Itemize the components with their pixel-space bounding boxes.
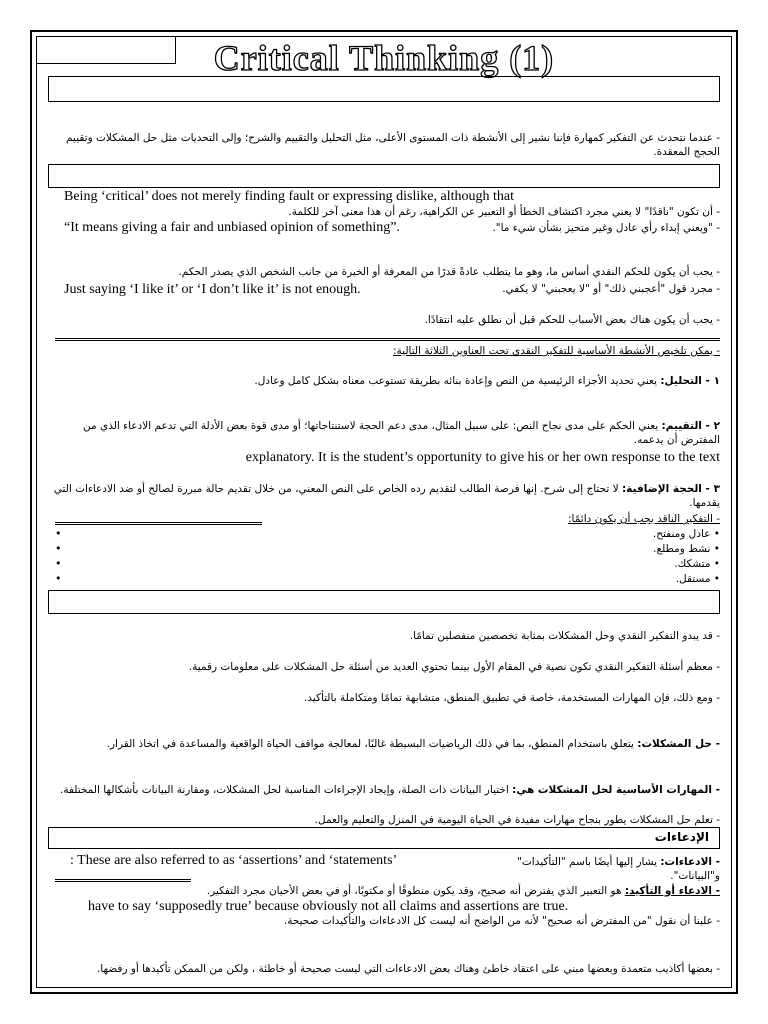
section-heading-claims (48, 827, 720, 849)
english-line-supposedly-true: have to say ‘supposedly true’ because obviously not all claims and assertions are true. (88, 899, 569, 914)
claims-text: يشار إليها أيضًا باسم "التأكيدات" و"البيانات". (517, 856, 720, 882)
double-rule (55, 338, 720, 341)
claim-assertion-text: هو التعبير الذي يفترض أنه صحيح، وقد يكون منطوقًا أو مكتوبًا، أو في بعض الأحيان مجرد التفكير. (206, 885, 625, 897)
arabic-line-reasons: - يجب أن يكون هناك بعض الأسباب للحكم قبل أن نطلق عليه انتقادًا. (424, 314, 720, 326)
item-evaluation (48, 419, 720, 447)
english-line-assertions: : These are also referred to as ‘assertions’ and ‘statements’ (70, 853, 398, 868)
core-skills-text: اختيار البيانات ذات الصلة، وإيجاد الإجراءات المناسبة لحل المشكلات، ومقارنة البيانات بأشكالها المختلفة. (59, 784, 513, 796)
section-heading-text: الإدعاءات (654, 830, 709, 844)
arabic-line-supposedly-true: - علينا أن نقول "من المفترض أنه صحيح" لأنه من الواضح أنه ليست كل الادعاءات والتأكيدات صحيحة. (283, 915, 720, 927)
trait-4: • مستقل. (675, 573, 720, 585)
short-double-rule (55, 522, 262, 525)
claims-definition (480, 855, 720, 883)
core-skills-label: - المهارات الأساسية لحل المشكلات هي: (512, 784, 720, 796)
arabic-line-critical: - أن تكون "ناقدًا" لا يعني مجرد اكتشاف الخطأ أو التعبير عن الكراهية، رغم أن هذا معنى آخر للكلمة. (288, 206, 720, 218)
item-evaluation-text: يعني الحكم على مدى نجاح النص: على سبيل المثال، مدى دعم الحجة لاستنتاجاتها؛ أو مدى قوة بعض الأدلة التي تدعم الادعاء الذي من المفترض أن يدعمه. (83, 420, 720, 446)
core-skills (48, 783, 720, 797)
item-analysis-label: ١ - التحليل: (660, 375, 720, 387)
claims-label: - الادعاءات: (660, 856, 720, 868)
left-bullet: • (55, 527, 62, 540)
english-line-critical: Being ‘critical’ does not merely finding fault or expressing dislike, although that (64, 189, 514, 204)
trait-3: • متشكك. (674, 558, 720, 570)
item-analysis-text: يعني تحديد الأجزاء الرئيسية من النص وإعادة بنائه بطريقة تستوعب معناه بشكل كامل وعادل. (254, 375, 661, 387)
arabic-line-separate-disciplines: - قد يبدو التفكير النقدي وحل المشكلات بمثابة تخصصين منفصلين تمامًا. (409, 630, 720, 642)
trait-1: • عادل ومنفتح. (652, 528, 720, 540)
short-double-rule-2 (55, 879, 191, 882)
arabic-line-judgement-basis: - يجب أن يكون للحكم النقدي أساس ما، وهو ما يتطلب عادةً قدرًا من المعرفة أو الخبرة من جانب الشخص الذي يصدر الحكم. (178, 266, 720, 278)
item-further-argument-text: لا تحتاج إلى شرح. إنها فرصة الطالب لتقديم رده الخاص على النص المعني، من خلال تقديم حالة مبررة لصالح أو ضد الادعاءات التي يقدمها. (53, 483, 720, 509)
arabic-line-lies: - بعضها أكاذيب متعمدة وبعضها مبني على اعتقاد خاطئ وهناك بعض الادعاءات التي ليست صحيحة أو خاطئة ، ولكن من الممكن تأكيدها أو رفضها. (96, 963, 720, 975)
arabic-line-learning: - تعلم حل المشكلات يطور بنجاح مهارات مفيدة في الحياة اليومية في المنزل والتعليم والعمل. (314, 814, 720, 826)
claim-assertion-label: - الادعاء أو التأكيد: (624, 885, 720, 897)
empty-answer-box-3 (48, 590, 720, 614)
arabic-line-not-enough: - مجرد قول "أعجبني ذلك" أو "لا يعجبني" لا يكفي. (502, 283, 720, 295)
left-bullet: • (55, 542, 62, 555)
english-line-not-enough: Just saying ‘I like it’ or ‘I don’t like it’ is not enough. (64, 282, 361, 297)
empty-answer-box-2 (48, 164, 720, 188)
item-evaluation-label: ٢ - التقييم: (661, 420, 720, 432)
item-further-argument (48, 482, 720, 510)
arabic-line-similar-skills: - ومع ذلك، فإن المهارات المستخدمة، خاصة في تطبيق المنطق، متشابهة تمامًا ومتكاملة بالتأكيد. (303, 692, 720, 704)
problem-solving-text: يتعلق باستخدام المنطق، بما في ذلك الرياضيات البسيطة غالبًا، لمعالجة مواقف الحياة الواقعية والمساعدة في اتخاذ القرار. (106, 738, 638, 750)
english-line-explanatory: explanatory. It is the student’s opportunity to give his or her own response to the text (245, 450, 720, 465)
arabic-line-summary: - يمكن تلخيص الأنشطة الأساسية للتفكير النقدي تحت العناوين الثلاثة التالية: (392, 345, 720, 357)
paragraph-intro: - عندما نتحدث عن التفكير كمهارة فإننا نشير إلى الأنشطة ذات المستوى الأعلى، مثل التحليل والتقييم والشرح؛ وإلى التحديات مثل حل المشكلات وتقييم الحجج المعقدة. (66, 132, 720, 158)
item-analysis (48, 374, 720, 388)
claim-assertion-definition (48, 884, 720, 898)
problem-solving-label: - حل المشكلات: (637, 738, 720, 750)
empty-answer-box-1 (48, 76, 720, 102)
left-bullet: • (55, 557, 62, 570)
problem-solving-definition (48, 737, 720, 751)
trait-2: • نشط ومطلع. (653, 543, 720, 555)
left-bullet: • (55, 572, 62, 585)
page-title: Critical Thinking (1) (213, 38, 555, 78)
arabic-line-textual-numerical: - معظم أسئلة التفكير النقدي تكون نصية في المقام الأول بينما تحتوي العديد من أسئلة حل المشكلات على معلومات رقمية. (188, 661, 720, 673)
arabic-line-fair-opinion: - "ويعني إبداء رأي عادل وغير متحيز بشأن شيء ما". (492, 222, 720, 234)
arabic-line-must-be: - التفكير الناقد يجب أن يكون دائمًا: (567, 513, 720, 525)
item-further-argument-label: ٣ - الحجة الإضافية: (621, 483, 720, 495)
english-line-fair-opinion: “It means giving a fair and unbiased opinion of something”. (64, 220, 400, 235)
